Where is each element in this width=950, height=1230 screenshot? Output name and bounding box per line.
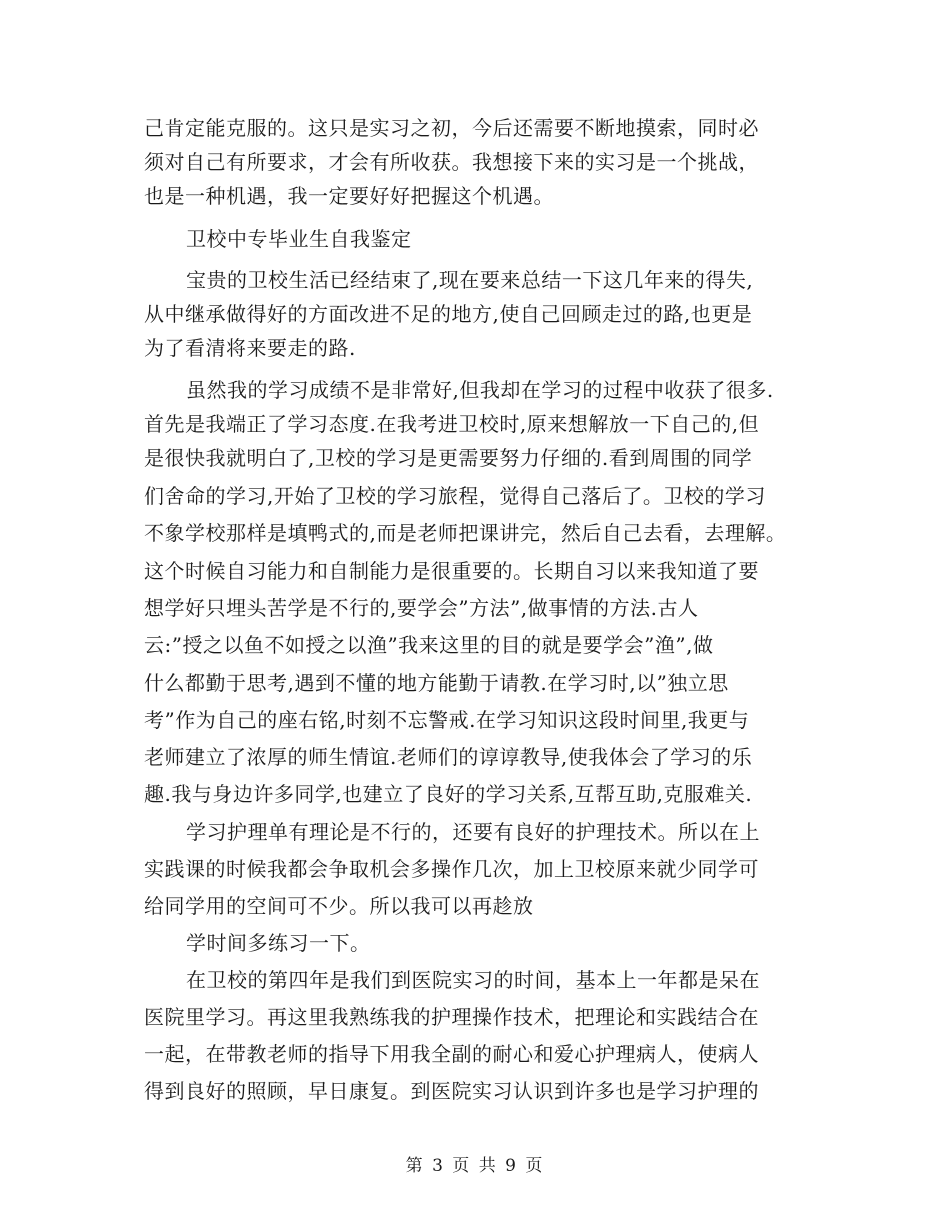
text-line: 趣.我与身边许多同学,也建立了良好的学习关系,互帮互助,克服难关. bbox=[144, 782, 753, 806]
page-number-footer: 第 3 页 共 9 页 bbox=[405, 1156, 545, 1176]
text-line: 给同学用的空间可不少。所以我可以再趁放 bbox=[144, 894, 534, 918]
text-line: 是很快我就明白了,卫校的学习是更需要努力仔细的.看到周围的同学 bbox=[144, 446, 753, 470]
text-line: 须对自己有所要求，才会有所收获。我想接下来的实习是一个挑战， bbox=[144, 150, 759, 174]
text-line: 从中继承做得好的方面改进不足的地方,使自己回顾走过的路,也更是 bbox=[144, 302, 753, 326]
text-line: 们舍命的学习,开始了卫校的学习旅程，觉得自己落后了。卫校的学习 bbox=[144, 484, 766, 508]
text-line: 也是一种机遇，我一定要好好把握这个机遇。 bbox=[144, 184, 554, 208]
text-line: 首先是我端正了学习态度.在我考进卫校时,原来想解放一下自己的,但 bbox=[144, 412, 760, 436]
text-line: 这个时候自习能力和自制能力是很重要的。长期自习以来我知道了要 bbox=[144, 559, 759, 583]
text-line: 考”作为自己的座右铭,时刻不忘警戒.在学习知识这段时间里,我更与 bbox=[144, 708, 750, 732]
text-line: 实践课的时候我都会争取机会多操作几次，加上卫校原来就少同学可 bbox=[144, 857, 759, 881]
text-line: 己肯定能克服的。这只是实习之初，今后还需要不断地摸索，同时必 bbox=[144, 116, 759, 140]
text-line: 老师建立了浓厚的师生情谊.老师们的谆谆教导,使我体会了学习的乐 bbox=[144, 745, 753, 769]
text-line: 为了看清将来要走的路. bbox=[144, 336, 356, 360]
text-line: 虽然我的学习成绩不是非常好,但我却在学习的过程中收获了很多. bbox=[186, 378, 774, 402]
text-line: 云:”授之以鱼不如授之以渔”我来这里的目的就是要学会”渔”,做 bbox=[144, 633, 714, 657]
text-line: 学习护理单有理论是不行的，还要有良好的护理技术。所以在上 bbox=[186, 820, 760, 844]
text-line: 一起，在带教老师的指导下用我全副的耐心和爱心护理病人，使病人 bbox=[144, 1042, 759, 1066]
text-line: 什么都勤于思考,遇到不懂的地方能勤于请教.在学习时,以”独立思 bbox=[144, 671, 729, 695]
text-line: 想学好只埋头苦学是不行的,要学会”方法”,做事情的方法.古人 bbox=[144, 596, 699, 620]
text-line: 在卫校的第四年是我们到医院实习的时间，基本上一年都是呆在 bbox=[186, 968, 760, 992]
text-line: 得到良好的照顾，早日康复。到医院实习认识到许多也是学习护理的 bbox=[144, 1079, 759, 1103]
text-line: 不象学校那样是填鸭式的,而是老师把课讲完，然后自己去看，去理解。 bbox=[144, 521, 787, 545]
text-line: 学时间多练习一下。 bbox=[186, 931, 371, 955]
text-line: 医院里学习。再这里我熟练我的护理操作技术，把理论和实践结合在 bbox=[144, 1005, 759, 1029]
text-line: 宝贵的卫校生活已经结束了,现在要来总结一下这几年来的得失, bbox=[186, 268, 754, 292]
section-heading: 卫校中专毕业生自我鉴定 bbox=[186, 227, 412, 251]
